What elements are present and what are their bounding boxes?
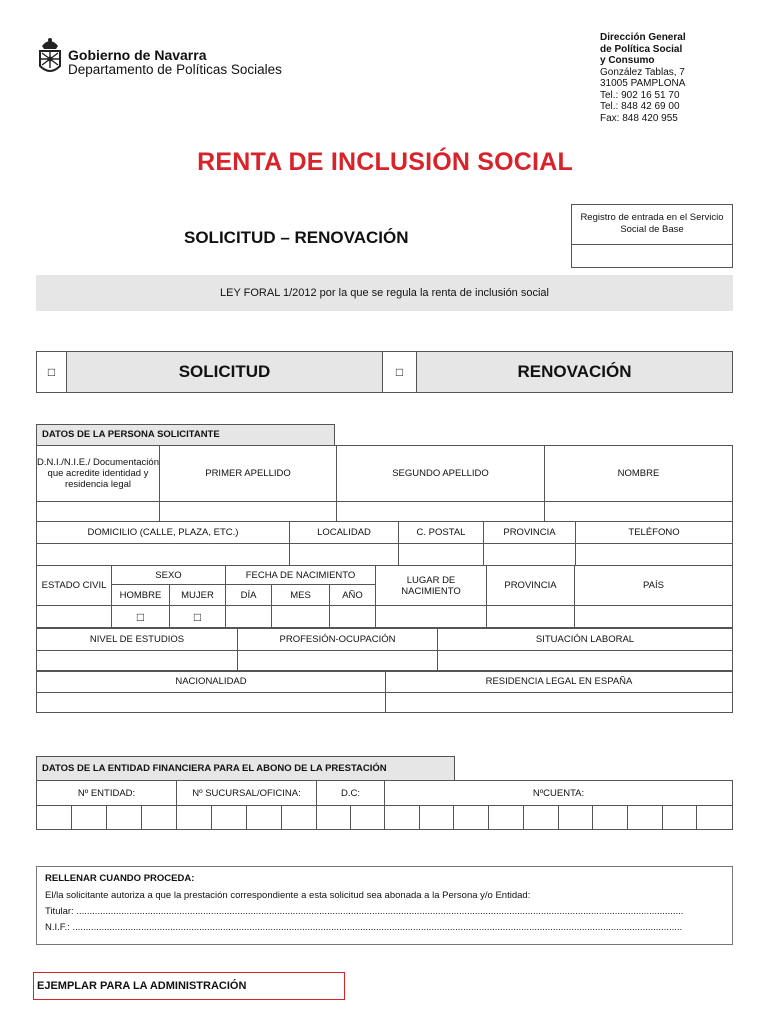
- profesion-header: PROFESIÓN-OCUPACIÓN: [238, 629, 438, 651]
- dc-header: D.C:: [317, 781, 385, 806]
- segundo-apellido-header: SEGUNDO APELLIDO: [337, 446, 545, 502]
- estado-civil-header: ESTADO CIVIL: [37, 566, 112, 606]
- nivel-estudios-field[interactable]: [37, 651, 238, 672]
- anio-field[interactable]: [330, 606, 376, 628]
- ejemplar-label: EJEMPLAR PARA LA ADMINISTRACIÓN: [33, 972, 345, 1000]
- address-line: Tel.: 848 42 69 00: [600, 101, 680, 112]
- mujer-header: MUJER: [170, 585, 226, 606]
- address-line: de Política Social: [600, 43, 683, 55]
- nivel-estudios-header: NIVEL DE ESTUDIOS: [37, 629, 238, 651]
- primer-apellido-field[interactable]: [160, 502, 337, 522]
- dni-header: D.N.I./N.I.E./ Documentación que acredite identidad y residencia legal: [37, 446, 160, 502]
- provincia-field[interactable]: [484, 544, 576, 566]
- persona-table-3: [36, 565, 733, 628]
- dia-field[interactable]: [226, 606, 272, 628]
- hombre-checkbox[interactable]: □: [112, 606, 170, 628]
- address-line: González Tablas, 7: [600, 66, 685, 78]
- lugar-nacimiento-field[interactable]: [376, 606, 487, 628]
- titular-label: Titular:: [45, 906, 74, 917]
- department-name: Departamento de Políticas Sociales: [68, 62, 282, 77]
- telefono-field[interactable]: [576, 544, 733, 566]
- nacionalidad-field[interactable]: [37, 693, 386, 713]
- cuenta-digit[interactable]: [593, 806, 628, 830]
- page-title: RENTA DE INCLUSIÓN SOCIAL: [197, 148, 573, 176]
- banco-section-header: [36, 756, 455, 780]
- sucursal-digit[interactable]: [177, 806, 212, 830]
- cuenta-digit[interactable]: [523, 806, 558, 830]
- pais-header: PAÍS: [575, 566, 733, 606]
- navarra-coat-of-arms-logo: [36, 36, 64, 76]
- nif-label: N.I.F.:: [45, 922, 70, 933]
- banco-table: [36, 780, 733, 830]
- situacion-laboral-header: SITUACIÓN LABORAL: [438, 629, 733, 651]
- fecha-nacimiento-header: FECHA DE NACIMIENTO: [226, 566, 376, 585]
- mes-header: MES: [272, 585, 330, 606]
- address-line: y Consumo: [600, 55, 655, 66]
- pais-field[interactable]: [575, 606, 733, 628]
- cuenta-digit[interactable]: [558, 806, 593, 830]
- cuenta-digit[interactable]: [697, 806, 733, 830]
- entidad-digit[interactable]: [37, 806, 72, 830]
- rellenar-text: El/la solicitante autoriza a que la prestación correspondiente a esta solicitud sea abonada a la Persona y/o Entidad:: [45, 890, 531, 901]
- nacionalidad-header: NACIONALIDAD: [37, 671, 386, 693]
- localidad-header: LOCALIDAD: [290, 522, 399, 544]
- telefono-header: TELÉFONO: [576, 522, 733, 544]
- renovacion-checkbox[interactable]: □: [383, 352, 417, 392]
- address-line: Fax: 848 420 955: [600, 112, 678, 124]
- entidad-digit[interactable]: [142, 806, 177, 830]
- persona-section-header: [36, 424, 335, 445]
- address-line: 31005 PAMPLONA: [600, 78, 686, 89]
- cuenta-digit[interactable]: [454, 806, 489, 830]
- dia-header: DÍA: [226, 585, 272, 606]
- provincia-nacimiento-field[interactable]: [487, 606, 575, 628]
- renovacion-label: RENOVACIÓN: [417, 352, 732, 392]
- estado-civil-field[interactable]: [37, 606, 112, 628]
- provincia-header: PROVINCIA: [484, 522, 576, 544]
- domicilio-header: DOMICILIO (CALLE, PLAZA, ETC.): [37, 522, 290, 544]
- cuenta-header: NºCUENTA:: [385, 781, 733, 806]
- residencia-legal-header: RESIDENCIA LEGAL EN ESPAÑA: [386, 671, 733, 693]
- sucursal-digit[interactable]: [282, 806, 317, 830]
- persona-table-4: [36, 628, 733, 672]
- provincia-nacimiento-header: PROVINCIA: [487, 566, 575, 606]
- nombre-header: NOMBRE: [545, 446, 733, 502]
- cuenta-digit[interactable]: [489, 806, 524, 830]
- solicitud-label: SOLICITUD: [67, 352, 383, 392]
- mes-field[interactable]: [272, 606, 330, 628]
- dc-digit[interactable]: [351, 806, 385, 830]
- sucursal-digit[interactable]: [212, 806, 247, 830]
- primer-apellido-header: PRIMER APELLIDO: [160, 446, 337, 502]
- sexo-header: SEXO: [112, 566, 226, 585]
- banco-section-label: DATOS DE LA ENTIDAD FINANCIERA PARA EL ABONO DE LA PRESTACIÓN: [37, 757, 454, 780]
- cpostal-header: C. POSTAL: [399, 522, 484, 544]
- localidad-field[interactable]: [290, 544, 399, 566]
- anio-header: AÑO: [330, 585, 376, 606]
- registro-label: Registro de entrada en el Servicio Social de Base: [572, 205, 732, 245]
- dni-field[interactable]: [37, 502, 160, 522]
- request-type-selector: [36, 351, 733, 393]
- address-line: Dirección General: [600, 32, 686, 43]
- rellenar-box: [36, 866, 733, 945]
- dc-digit[interactable]: [317, 806, 351, 830]
- segundo-apellido-field[interactable]: [337, 502, 545, 522]
- domicilio-field[interactable]: [37, 544, 290, 566]
- address-line: Tel.: 902 16 51 70: [600, 89, 680, 101]
- solicitud-checkbox[interactable]: □: [37, 352, 67, 392]
- residencia-legal-field[interactable]: [386, 693, 733, 713]
- sucursal-digit[interactable]: [247, 806, 282, 830]
- mujer-checkbox[interactable]: □: [170, 606, 226, 628]
- cuenta-digit[interactable]: [385, 806, 420, 830]
- titular-line[interactable]: Titular: ......................................................................................................................................................................................................................................: [45, 906, 684, 917]
- government-name: Gobierno de Navarra: [68, 47, 207, 63]
- cpostal-field[interactable]: [399, 544, 484, 566]
- persona-section-label: DATOS DE LA PERSONA SOLICITANTE: [37, 425, 334, 445]
- entidad-digit[interactable]: [107, 806, 142, 830]
- hombre-header: HOMBRE: [112, 585, 170, 606]
- ley-banner: LEY FORAL 1/2012 por la que se regula la renta de inclusión social: [36, 275, 733, 311]
- form-subtitle: SOLICITUD – RENOVACIÓN: [184, 228, 409, 247]
- profesion-field[interactable]: [238, 651, 438, 672]
- cuenta-digit[interactable]: [627, 806, 662, 830]
- lugar-nacimiento-header: LUGAR DE NACIMIENTO: [376, 566, 487, 606]
- persona-table-5: [36, 670, 733, 713]
- entidad-header: Nº ENTIDAD:: [37, 781, 177, 806]
- situacion-laboral-field[interactable]: [438, 651, 733, 672]
- rellenar-title: RELLENAR CUANDO PROCEDA:: [45, 873, 195, 884]
- entidad-digit[interactable]: [72, 806, 107, 830]
- nif-line[interactable]: N.I.F.: .......................................................................................................................................................................................................................................: [45, 922, 683, 933]
- persona-table-2: [36, 521, 733, 566]
- cuenta-digit[interactable]: [662, 806, 697, 830]
- nombre-field[interactable]: [545, 502, 733, 522]
- sucursal-header: Nº SUCURSAL/OFICINA:: [177, 781, 317, 806]
- address-block: [600, 32, 686, 124]
- registro-entrada-box: [571, 204, 733, 268]
- persona-table-1: [36, 445, 733, 522]
- cuenta-digit[interactable]: [419, 806, 454, 830]
